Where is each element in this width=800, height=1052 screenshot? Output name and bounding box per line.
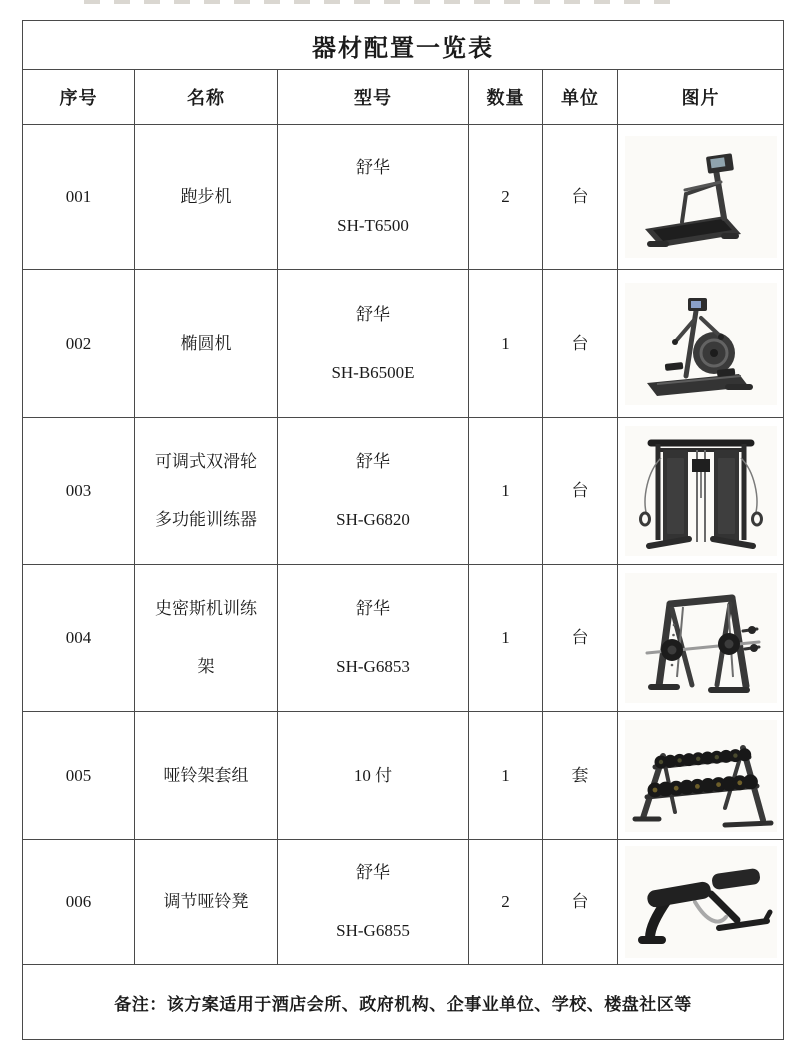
row-model: [278, 712, 469, 840]
row-name-text: 跑步机: [180, 187, 232, 207]
row-model-text: 舒华: [356, 158, 390, 178]
row-qty: [469, 125, 543, 270]
row-model-text: SH-T6500: [337, 216, 409, 235]
row-no: [23, 840, 135, 965]
row-model-text: 舒华: [356, 452, 390, 472]
row-model-text: SH-B6500E: [331, 362, 415, 382]
row-model: [278, 125, 469, 270]
row-name: [135, 125, 278, 270]
row-qty-text: 1: [501, 628, 510, 648]
row-name-text: 椭圆机: [180, 333, 232, 353]
table-row: [23, 125, 784, 270]
row-name: [135, 712, 278, 840]
row-name: [135, 270, 278, 418]
row-unit-text: 台: [571, 481, 589, 501]
equipment-rows: [23, 125, 784, 965]
equipment-table: [22, 20, 784, 1040]
row-name-text: 可调式双滑轮: [155, 452, 257, 472]
row-no-text: 004: [65, 628, 92, 648]
row-unit: [543, 418, 618, 565]
row-model: [278, 840, 469, 965]
column-header-no: 序号: [23, 70, 135, 125]
row-model-text: SH-G6820: [336, 510, 410, 529]
row-model: [278, 565, 469, 712]
row-unit: [543, 125, 618, 270]
row-no: [23, 712, 135, 840]
row-unit-text: 台: [571, 892, 589, 912]
row-unit-text: 台: [571, 628, 589, 648]
row-no-text: 006: [65, 892, 92, 912]
column-header-name: 名称: [135, 70, 278, 125]
title-row: [23, 21, 784, 70]
row-image-cell: [618, 270, 784, 418]
row-name-text: 哑铃架套组: [163, 765, 249, 785]
row-qty-text: 1: [501, 333, 510, 353]
row-no-text: 001: [65, 187, 92, 207]
row-unit: [543, 565, 618, 712]
row-model-text: SH-G6855: [336, 921, 410, 940]
row-qty-text: 2: [501, 187, 510, 207]
table-row: [23, 565, 784, 712]
row-qty-text: 2: [501, 892, 510, 912]
row-model: [278, 270, 469, 418]
row-image-cell: [618, 565, 784, 712]
row-no: [23, 125, 135, 270]
remark-note: 备注：该方案适用于酒店会所、政府机构、企事业单位、学校、楼盘社区等: [23, 965, 784, 1040]
functional-trainer-image: [625, 426, 777, 556]
row-qty: [469, 418, 543, 565]
row-model: [278, 418, 469, 565]
table-title: 器材配置一览表: [23, 21, 784, 70]
row-model-text: 舒华: [356, 863, 390, 883]
row-model-text: 10 付: [353, 765, 393, 785]
row-name-text: 架: [197, 657, 215, 676]
column-header-model: 型号: [278, 70, 469, 125]
elliptical-image: [625, 283, 777, 405]
dumbbell-rack-image: [625, 720, 777, 832]
row-image-cell: [618, 712, 784, 840]
row-no: [23, 418, 135, 565]
row-unit: [543, 840, 618, 965]
row-unit-text: 套: [571, 765, 589, 785]
smith-machine-image: [625, 573, 777, 703]
table-row: [23, 712, 784, 840]
row-no: [23, 270, 135, 418]
header-row: [23, 70, 784, 125]
table-row: [23, 418, 784, 565]
row-qty-text: 1: [501, 765, 510, 785]
row-name: [135, 565, 278, 712]
row-name-text: 多功能训练器: [155, 510, 257, 529]
row-image-cell: [618, 418, 784, 565]
row-unit: [543, 712, 618, 840]
row-no: [23, 565, 135, 712]
row-unit-text: 台: [571, 333, 589, 353]
column-header-qty: 数量: [469, 70, 543, 125]
treadmill-image: [625, 136, 777, 258]
row-image-cell: [618, 840, 784, 965]
row-unit-text: 台: [571, 187, 589, 207]
row-qty-text: 1: [501, 481, 510, 501]
column-header-unit: 单位: [543, 70, 618, 125]
table-row: [23, 840, 784, 965]
cropped-text-remnant: [84, 0, 684, 4]
adjustable-bench-image: [625, 846, 777, 958]
note-row: [23, 965, 784, 1040]
table-row: [23, 270, 784, 418]
row-name-text: 史密斯机训练: [155, 599, 257, 619]
row-qty: [469, 270, 543, 418]
row-name: [135, 840, 278, 965]
row-model-text: 舒华: [356, 304, 390, 324]
row-unit: [543, 270, 618, 418]
row-no-text: 002: [65, 333, 92, 353]
row-image-cell: [618, 125, 784, 270]
column-header-image: 图片: [618, 70, 784, 125]
row-name-text: 调节哑铃凳: [163, 892, 249, 912]
document-sheet: [22, 20, 783, 1040]
row-model-text: SH-G6853: [336, 657, 410, 676]
row-no-text: 003: [65, 481, 92, 501]
row-qty: [469, 712, 543, 840]
row-qty: [469, 840, 543, 965]
row-name: [135, 418, 278, 565]
row-qty: [469, 565, 543, 712]
row-model-text: 舒华: [356, 599, 390, 619]
row-no-text: 005: [65, 765, 92, 785]
